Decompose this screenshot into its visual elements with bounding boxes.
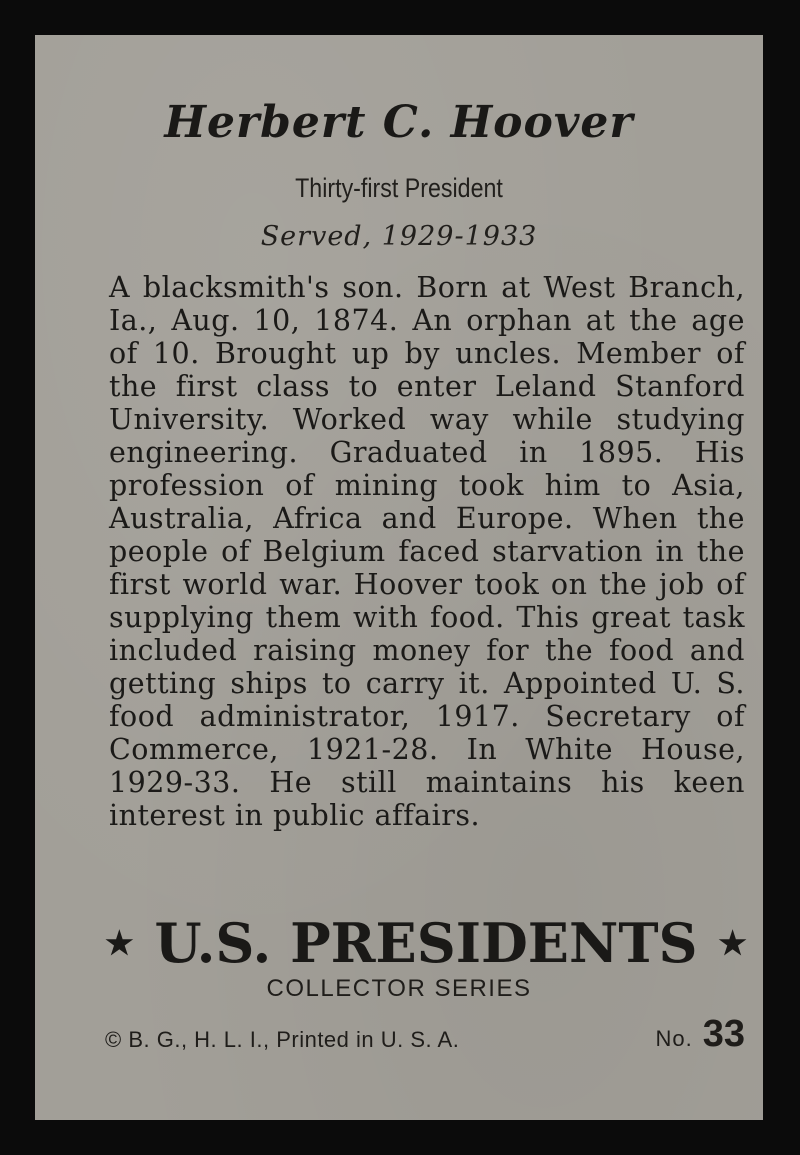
served-years: Served, 1929-1933: [260, 221, 538, 252]
card-number-label: No.: [655, 1026, 693, 1051]
star-icon: ★: [718, 924, 747, 962]
trading-card-back: [35, 35, 763, 1120]
card-number-value: 33: [702, 1013, 745, 1055]
copyright-notice: © B. G., H. L. I., Printed in U. S. A.: [105, 1027, 460, 1052]
series-title: U.S. PRESIDENTS: [154, 911, 698, 975]
card-number: [655, 1013, 745, 1056]
star-icon: ★: [105, 924, 134, 962]
series-subtitle: COLLECTOR SERIES: [266, 975, 532, 1002]
presidency-subtitle: Thirty-first President: [295, 173, 503, 203]
signature: Herbert C. Hoover: [164, 97, 634, 148]
series-title-row: [105, 911, 747, 975]
biography-text: A blacksmith's son. Born at West Branch, Ia., Aug. 10, 1874. An orphan at the age of 10. Brought up by uncles. Member of the first class to enter Leland Stanford University. Worked way while studying engineering. Graduated in 1895. His profession of mining took him to Asia, Australia, Africa and Europe. When the people of Belgium faced starvation in the first world war. Hoover took on the job of supplying them with food. This great task included raising money for the food and getting ships to carry it. Appointed U. S. food administrator, 1917. Secretary of Commerce, 1921-28. In White House, 1929-33. He still maintains his keen interest in public affairs.: [109, 271, 745, 832]
